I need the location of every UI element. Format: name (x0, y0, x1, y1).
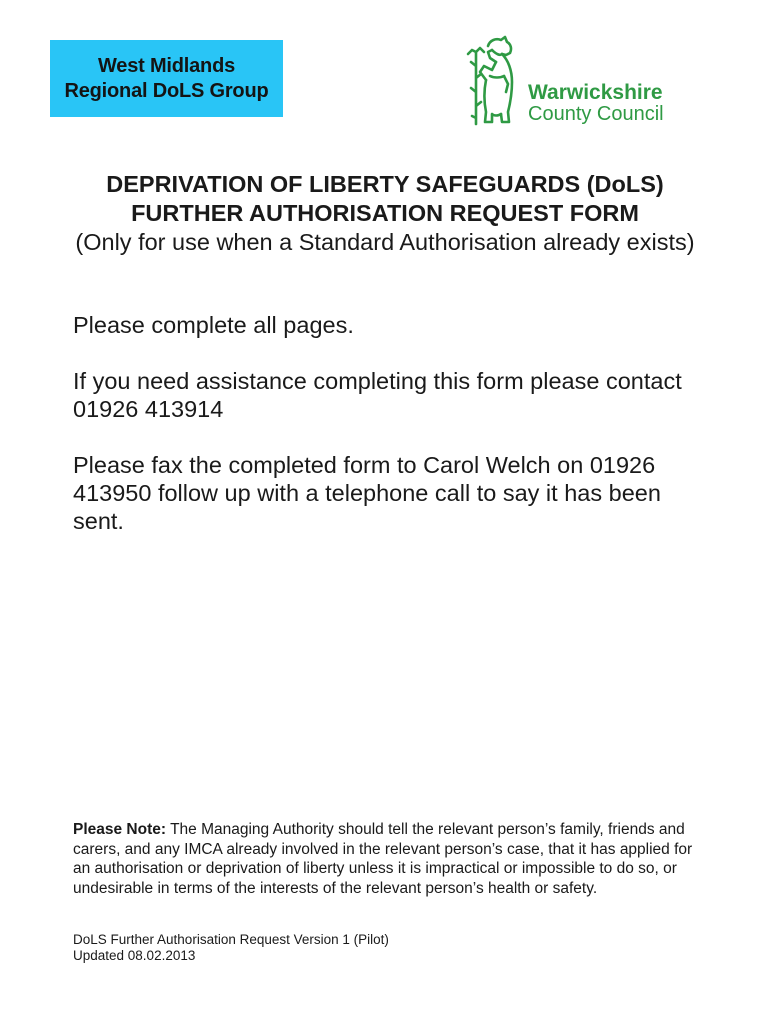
assistance-instruction: If you need assistance completing this form please contact 01926 413914 (73, 368, 682, 422)
logo-line2: County Council (528, 103, 664, 125)
group-box-line1: West Midlands (97, 54, 236, 77)
warwickshire-logo (462, 32, 702, 128)
fax-instruction: Please fax the completed form to Carol Welch on 01926 413950 follow up with a telephone call to say it has been sent. (73, 452, 661, 534)
version-text: DoLS Further Authorisation Request Version 1 (Pilot) (73, 932, 389, 947)
logo-wordmark (528, 82, 664, 125)
regional-group-box (50, 40, 283, 117)
group-box-line2: Regional DoLS Group (64, 79, 269, 102)
form-title (40, 170, 730, 257)
form-subtitle: (Only for use when a Standard Authorisation already exists) (75, 229, 695, 255)
complete-all-instruction: Please complete all pages. (73, 312, 354, 338)
updated-date: Updated 08.02.2013 (73, 948, 196, 963)
bear-and-ragged-staff-icon (462, 32, 528, 128)
please-note (73, 820, 713, 898)
note-label: Please Note: (73, 821, 167, 838)
document-footer (73, 932, 389, 964)
note-text: The Managing Authority should tell the relevant person’s family, friends and carers, and any IMCA already involved in the relevant person’s case, that it has applied for an authorisation or deprivation of liberty unless it is impractical or impossible to do so, or undesirable in terms of the interests of the relevant person’s health or safety. (73, 821, 693, 897)
title-line1: DEPRIVATION OF LIBERTY SAFEGUARDS (DoLS) (106, 171, 664, 197)
logo-line1: Warwickshire (528, 81, 663, 104)
title-line2: FURTHER AUTHORISATION REQUEST FORM (131, 200, 639, 226)
